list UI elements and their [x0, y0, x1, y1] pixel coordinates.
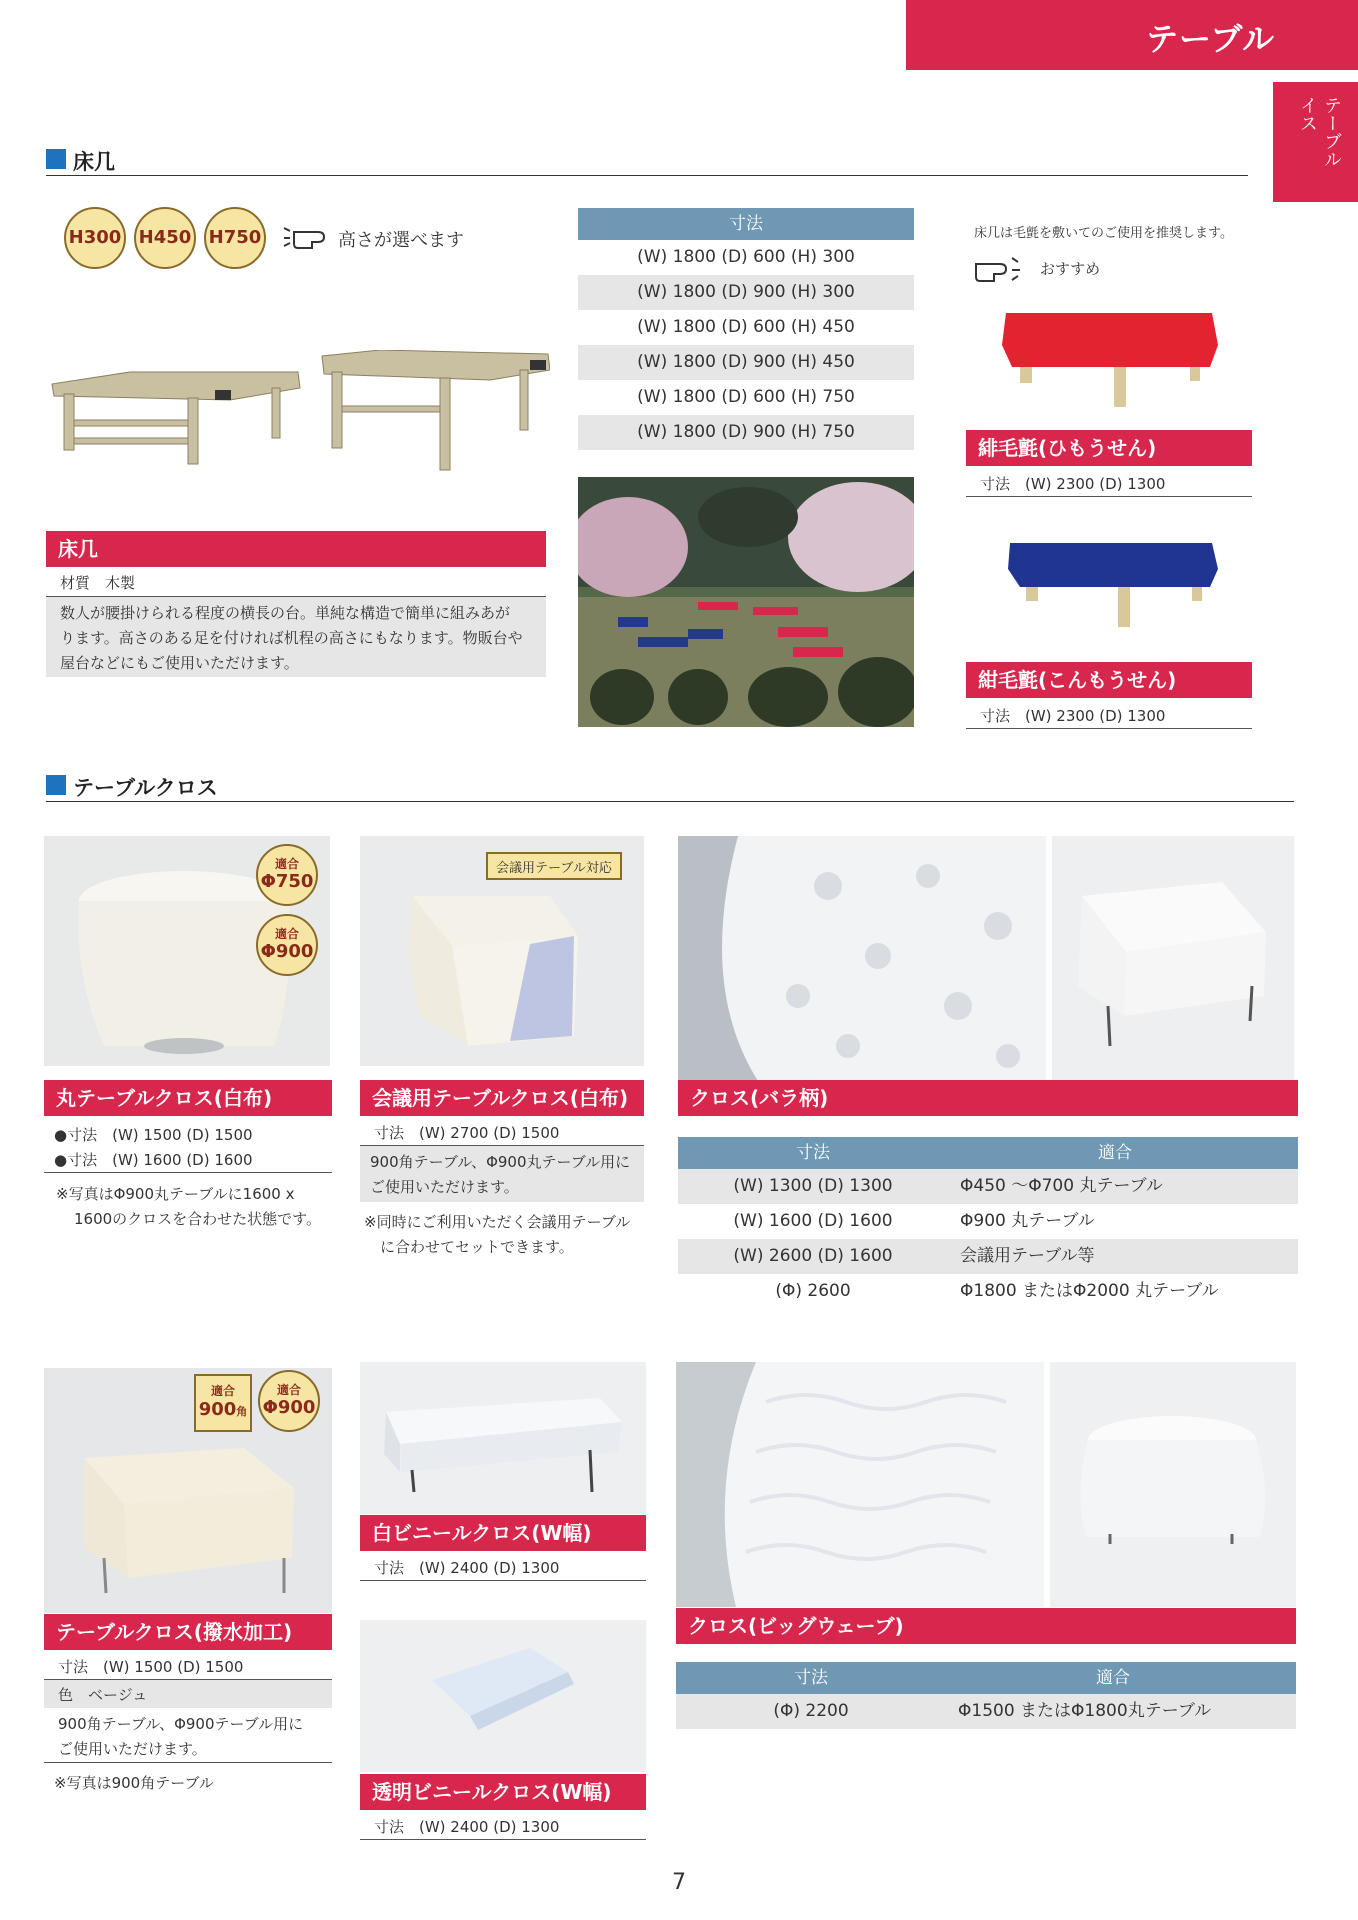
desc-line: ご使用いただけます。 — [370, 1178, 519, 1196]
section-title: 床几 — [73, 150, 115, 174]
bigwave-cloth-closeup-photo — [676, 1362, 1044, 1607]
meeting-cloth-note — [364, 1210, 630, 1260]
description-line: 屋台などにもご使用いただけます。 — [60, 654, 299, 672]
bench-photo — [50, 350, 550, 480]
badge-small: 適合 — [276, 1383, 301, 1397]
waterproof-cloth-color-row — [44, 1680, 332, 1708]
meeting-table-badge: 会議用テーブル対応 — [486, 852, 622, 880]
table-header — [676, 1662, 1296, 1694]
header-size: 寸法 — [794, 1668, 828, 1688]
header-fit: 適合 — [1098, 1143, 1132, 1163]
shogi-description — [60, 601, 523, 676]
white-vinyl-cloth-photo — [360, 1362, 646, 1514]
rose-cloth-title-bar: クロス(バラ柄) — [678, 1080, 1298, 1116]
table-row — [678, 1274, 1298, 1309]
table-row: (W) 1800 (D) 600 (H) 450 — [637, 317, 855, 337]
divider — [44, 1762, 332, 1763]
description-line: ります。高さのある足を付ければ机程の高さにもなります。物販台や — [60, 629, 523, 647]
pointing-hand-icon — [282, 222, 332, 252]
white-vinyl-size: 寸法 (W) 2400 (D) 1300 — [374, 1559, 560, 1577]
badge-big: Φ900 — [262, 1397, 316, 1418]
clear-vinyl-cloth-photo — [360, 1620, 646, 1772]
shogi-size-table — [578, 208, 914, 450]
description-line: 数人が腰掛けられる程度の横長の台。単純な構造で簡単に組みあが — [60, 604, 511, 622]
fit-badge-900-round — [258, 1370, 320, 1432]
cell-fit: Φ900 丸テーブル — [960, 1211, 1095, 1231]
waterproof-cloth-note: ※写真は900角テーブル — [54, 1774, 214, 1792]
page-number: 7 — [672, 1870, 686, 1895]
height-badge-750: H750 — [204, 207, 266, 269]
bigwave-cloth-table-photo — [1050, 1362, 1296, 1607]
table-header: 寸法 — [578, 208, 914, 240]
badge-small: 適合 — [274, 927, 299, 941]
round-cloth-size-2: ●寸法 (W) 1600 (D) 1600 — [54, 1151, 253, 1169]
fit-badge-900 — [256, 914, 318, 976]
badge-big: Φ750 — [260, 871, 314, 892]
cell-fit: Φ1500 またはΦ1800丸テーブル — [958, 1701, 1212, 1721]
red-felt-photo — [1000, 305, 1220, 415]
meeting-cloth-size: 寸法 (W) 2700 (D) 1500 — [374, 1124, 560, 1142]
divider — [966, 728, 1252, 729]
fit-badge-750 — [256, 844, 318, 906]
table-row: (W) 1800 (D) 900 (H) 450 — [578, 345, 914, 380]
shogi-title-bar: 床几 — [46, 531, 546, 567]
note-line: 1600のクロスを合わせた状態です。 — [74, 1210, 321, 1228]
cell-size: (Φ) 2600 — [775, 1281, 851, 1301]
section-marker — [46, 149, 66, 169]
meeting-cloth-desc — [370, 1150, 630, 1200]
header-bar — [906, 0, 1358, 70]
cell-size: (Φ) 2200 — [773, 1701, 849, 1721]
bigwave-cloth-table — [676, 1662, 1296, 1729]
badge-suffix: 角 — [236, 1405, 248, 1418]
meeting-cloth-title-bar: 会議用テーブルクロス(白布) — [360, 1080, 644, 1116]
cell-size: (W) 1300 (D) 1300 — [733, 1176, 893, 1196]
divider — [44, 1172, 332, 1173]
table-row: (W) 1800 (D) 900 (H) 750 — [578, 415, 914, 450]
section-marker — [46, 775, 66, 795]
header-size: 寸法 — [796, 1143, 830, 1163]
badge-big: Φ900 — [260, 941, 314, 962]
navy-felt-size: 寸法 (W) 2300 (D) 1300 — [980, 707, 1166, 725]
white-vinyl-title-bar: 白ビニールクロス(W幅) — [360, 1515, 646, 1551]
desc-line: 900角テーブル、Φ900丸テーブル用に — [370, 1153, 631, 1171]
desc-line: 900角テーブル、Φ900テーブル用に — [58, 1715, 304, 1733]
recommend-label: おすすめ — [1040, 260, 1101, 278]
cell-size: (W) 1600 (D) 1600 — [733, 1211, 893, 1231]
meeting-cloth-desc-box — [360, 1146, 644, 1202]
height-note: 高さが選べます — [338, 230, 464, 251]
fit-badge-900-square — [194, 1374, 252, 1432]
divider — [966, 496, 1252, 497]
table-row — [678, 1239, 1298, 1274]
header-fit: 適合 — [1096, 1668, 1130, 1688]
table-row: (W) 1800 (D) 600 (H) 750 — [637, 387, 855, 407]
round-cloth-title-bar: 丸テーブルクロス(白布) — [44, 1080, 332, 1116]
cell-fit: 会議用テーブル等 — [960, 1246, 1095, 1266]
divider — [360, 1839, 646, 1840]
badge-small: 適合 — [210, 1384, 235, 1398]
red-felt-title-bar: 緋毛氈(ひもうせん) — [966, 430, 1252, 466]
table-row — [678, 1169, 1298, 1204]
section-heading-shogi — [46, 146, 1248, 176]
navy-felt-title-bar: 紺毛氈(こんもうせん) — [966, 662, 1252, 698]
waterproof-cloth-desc — [58, 1712, 303, 1762]
cell-fit: Φ450 〜Φ700 丸テーブル — [960, 1176, 1163, 1196]
recommend-note: 床几は毛氈を敷いてのご使用を推奨します。 — [974, 226, 1233, 241]
round-cloth-size-1: ●寸法 (W) 1500 (D) 1500 — [54, 1126, 253, 1144]
page-title: テーブル — [1146, 20, 1276, 58]
cell-size: (W) 2600 (D) 1600 — [733, 1246, 893, 1266]
red-felt-size: 寸法 (W) 2300 (D) 1300 — [980, 475, 1166, 493]
height-badge-450: H450 — [134, 207, 196, 269]
event-photo — [578, 477, 914, 727]
table-header — [678, 1137, 1298, 1169]
side-tab[interactable] — [1273, 82, 1358, 202]
note-line: に合わせてセットできます。 — [380, 1238, 574, 1256]
waterproof-cloth-color: 色 ベージュ — [58, 1686, 148, 1704]
cell-fit: Φ1800 またはΦ2000 丸テーブル — [960, 1281, 1219, 1301]
shogi-description-box — [46, 597, 546, 677]
note-line: ※同時にご利用いただく会議用テーブル — [364, 1213, 631, 1231]
desc-line: ご使用いただけます。 — [58, 1740, 207, 1758]
clear-vinyl-title-bar: 透明ビニールクロス(W幅) — [360, 1774, 646, 1810]
rose-cloth-table — [678, 1137, 1298, 1309]
side-tab-chair: イス — [1297, 96, 1318, 132]
shogi-material: 材質 木製 — [60, 574, 136, 592]
clear-vinyl-size: 寸法 (W) 2400 (D) 1300 — [374, 1818, 560, 1836]
table-row — [678, 1204, 1298, 1239]
round-cloth-note — [56, 1182, 321, 1232]
rose-cloth-closeup-photo — [678, 836, 1046, 1081]
divider — [360, 1580, 646, 1581]
waterproof-cloth-size: 寸法 (W) 1500 (D) 1500 — [58, 1658, 244, 1676]
rose-cloth-table-photo — [1052, 836, 1294, 1081]
height-badge-300: H300 — [64, 207, 126, 269]
table-row: (W) 1800 (D) 900 (H) 300 — [578, 275, 914, 310]
badge-big: 900 — [198, 1399, 237, 1420]
navy-felt-photo — [1004, 535, 1224, 635]
pointing-hand-icon — [974, 252, 1036, 286]
side-tab-table: テーブル — [1321, 96, 1342, 168]
bigwave-cloth-title-bar: クロス(ビッグウェーブ) — [676, 1608, 1296, 1644]
table-row: (W) 1800 (D) 600 (H) 300 — [637, 247, 855, 267]
waterproof-cloth-title-bar: テーブルクロス(撥水加工) — [44, 1614, 332, 1650]
section-heading-cloth — [46, 772, 1294, 802]
table-row — [676, 1694, 1296, 1729]
note-line: ※写真はΦ900丸テーブルに1600 x — [56, 1185, 295, 1203]
badge-small: 適合 — [274, 857, 299, 871]
section-title: テーブルクロス — [73, 776, 218, 800]
